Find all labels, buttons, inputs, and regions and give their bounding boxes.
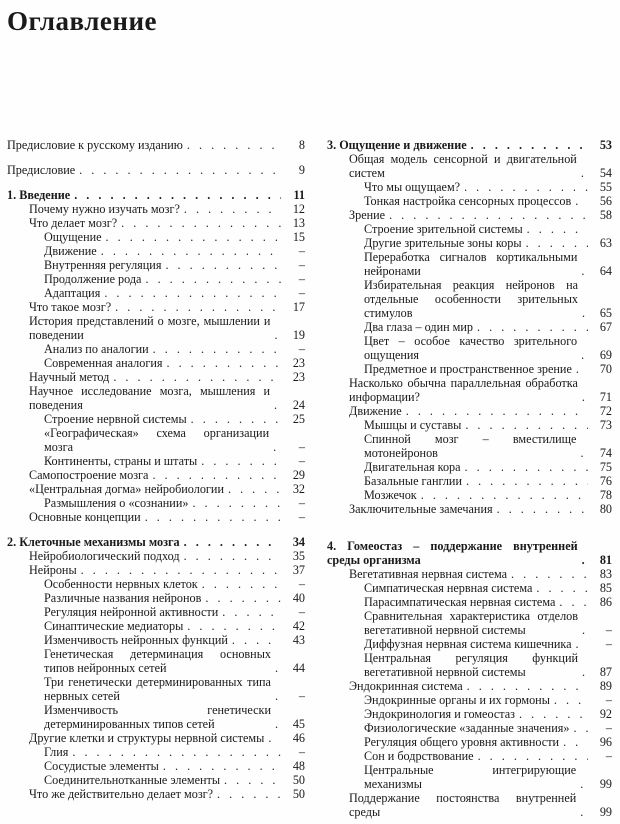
toc-page-number: 23 xyxy=(292,356,305,370)
toc-page-number: – xyxy=(298,496,305,510)
dot-leader xyxy=(109,370,281,384)
toc-entry-title: Предметное и пространственное зрение xyxy=(364,362,572,376)
toc-entry xyxy=(7,272,305,286)
dot-leader xyxy=(201,591,281,605)
toc-entry xyxy=(327,320,612,334)
toc-entry-title: Что мы ощущаем? xyxy=(364,180,461,194)
toc-page-number: 15 xyxy=(292,230,305,244)
toc-page-number: 35 xyxy=(292,549,305,563)
toc-entry xyxy=(7,230,305,244)
toc-entry xyxy=(327,679,612,693)
toc-entry xyxy=(7,216,305,230)
toc-page-number: – xyxy=(298,745,305,759)
toc-page-number: 58 xyxy=(599,208,612,222)
toc-page-number: 25 xyxy=(292,412,305,426)
toc-page-number: 34 xyxy=(292,535,305,549)
dot-leader xyxy=(578,553,588,567)
toc-page-number: – xyxy=(605,623,612,637)
dot-leader xyxy=(569,721,588,735)
dot-leader xyxy=(188,496,281,510)
toc-entry-title: Движение xyxy=(349,404,402,418)
dot-leader xyxy=(264,731,281,745)
toc-entry-title: Строение зрительной системы xyxy=(364,222,523,236)
toc-entry xyxy=(327,763,612,791)
toc-entry xyxy=(7,745,305,759)
dot-leader xyxy=(117,216,281,230)
toc-entry-title: «Центральная догма» нейробиологии xyxy=(29,482,224,496)
toc-entry-title: Эндокринная система xyxy=(349,679,463,693)
toc-page-number: 24 xyxy=(292,398,305,412)
toc-page-number: 76 xyxy=(599,474,612,488)
toc-entry-title: Современная аналогия xyxy=(44,356,163,370)
toc-entry xyxy=(327,749,612,763)
toc-page-number: 81 xyxy=(599,553,612,567)
dot-leader xyxy=(271,661,281,675)
toc-entry xyxy=(327,595,612,609)
dot-leader xyxy=(576,777,588,791)
toc-entry-title: Внутренняя регуляция xyxy=(44,258,162,272)
dot-leader xyxy=(213,787,281,801)
toc-entry-title: Синаптические медиаторы xyxy=(44,619,184,633)
toc-entry-title: Сравнительная характеристика отделов вегетативной нервной системы xyxy=(364,609,578,637)
dot-leader xyxy=(577,264,588,278)
toc-entry xyxy=(7,510,305,524)
toc-page-number: 99 xyxy=(599,805,612,819)
toc-entry-title: Другие клетки и структуры нервной системы xyxy=(29,731,265,745)
toc-entry xyxy=(327,721,612,735)
dot-leader xyxy=(180,549,281,563)
dot-leader xyxy=(559,735,588,749)
toc-entry xyxy=(327,693,612,707)
toc-entry-title: Основные концепции xyxy=(29,510,141,524)
toc-entry-title: Движение xyxy=(44,244,97,258)
toc-entry xyxy=(7,482,305,496)
toc-page-number: – xyxy=(298,454,305,468)
toc-entry xyxy=(327,236,612,250)
toc-page-number: 71 xyxy=(599,390,612,404)
toc-page-number: 86 xyxy=(599,595,612,609)
dot-leader xyxy=(578,306,588,320)
toc-entry-title: Избирательная реакция нейронов на отдельные особенности зрительных стимулов xyxy=(364,278,578,320)
dot-leader xyxy=(161,258,281,272)
toc-entry-title: Предисловие xyxy=(7,163,76,177)
toc-page-number: – xyxy=(298,272,305,286)
toc-entry-title: Два глаза – один мир xyxy=(364,320,474,334)
toc-entry xyxy=(7,342,305,356)
toc-page-number: 75 xyxy=(599,460,612,474)
toc-entry xyxy=(7,384,305,412)
toc-entry-title: Сон и бодрствование xyxy=(364,749,474,763)
toc-entry-title: «Географическая» схема организации мозга xyxy=(44,426,270,454)
toc-entry xyxy=(327,180,612,194)
toc-entry-title: Почему нужно изучать мозг? xyxy=(29,202,180,216)
toc-entry-title: Общая модель сенсорной и двигательной систем xyxy=(349,152,577,180)
dot-leader xyxy=(578,623,588,637)
toc-page-number: – xyxy=(298,286,305,300)
toc-page-number: 13 xyxy=(292,216,305,230)
toc-entry-title: Строение нервной системы xyxy=(44,412,187,426)
dot-leader xyxy=(218,605,281,619)
dot-leader xyxy=(578,665,588,679)
toc-entry xyxy=(7,314,305,342)
toc-entry-title: Центральные интегрирующие механизмы xyxy=(364,763,577,791)
dot-leader xyxy=(572,637,588,651)
toc-entry xyxy=(7,619,305,633)
toc-entry xyxy=(327,418,612,432)
toc-entry xyxy=(327,791,612,819)
toc-entry-title: Переработка сигналов кортикальными нейронами xyxy=(364,250,578,278)
toc-page-number: – xyxy=(605,693,612,707)
toc-entry xyxy=(327,250,612,278)
toc-entry-title: 4. Гомеостаз – поддержание внутренней среды организма xyxy=(327,539,578,567)
dot-leader xyxy=(77,563,281,577)
toc-page-number: – xyxy=(605,749,612,763)
toc-page-number: 64 xyxy=(599,264,612,278)
toc-entry xyxy=(7,577,305,591)
toc-entry xyxy=(327,222,612,236)
toc-entry-title: Что же действительно делает мозг? xyxy=(29,787,214,801)
dot-leader xyxy=(571,194,588,208)
toc-entry xyxy=(7,549,305,563)
toc-page-number: 69 xyxy=(599,348,612,362)
dot-leader xyxy=(385,208,588,222)
toc-entry-title: Центральная регуляция функций вегетативной нервной системы xyxy=(364,651,578,679)
toc-entry xyxy=(327,651,612,679)
toc-page-number: 70 xyxy=(599,362,612,376)
toc-chapter-entry xyxy=(7,535,305,549)
toc-column-right xyxy=(327,138,612,819)
toc-entry-title: Адаптация xyxy=(44,286,101,300)
toc-entry-title: Заключительные замечания xyxy=(349,502,493,516)
toc-entry xyxy=(7,300,305,314)
toc-page-number: 23 xyxy=(292,370,305,384)
toc-page-number: 50 xyxy=(292,787,305,801)
toc-page-number: 83 xyxy=(599,567,612,581)
toc-entry-title: 2. Клеточные механизмы мозга xyxy=(7,535,180,549)
toc-entry-title: Научное исследование мозга, мышления и поведения xyxy=(29,384,271,412)
dot-leader xyxy=(102,230,281,244)
toc-chapter-entry xyxy=(327,138,612,152)
toc-page-number: 12 xyxy=(292,202,305,216)
toc-entry xyxy=(327,581,612,595)
dot-leader xyxy=(148,468,281,482)
toc-entry xyxy=(7,244,305,258)
dot-leader xyxy=(550,693,588,707)
dot-leader xyxy=(576,446,588,460)
toc-page-number: – xyxy=(298,605,305,619)
toc-entry xyxy=(7,633,305,647)
toc-page-number: 78 xyxy=(599,488,612,502)
dot-leader xyxy=(473,320,588,334)
toc-entry xyxy=(7,138,305,152)
toc-entry-title: Регуляция общего уровня активности xyxy=(364,735,560,749)
toc-entry-title: История представлений о мозге, мышлении и поведении xyxy=(29,314,271,342)
toc-entry-title: Изменчивость генетически детерминированных типов сетей xyxy=(44,703,271,731)
toc-page-number: 45 xyxy=(292,717,305,731)
dot-leader xyxy=(97,244,281,258)
toc-entry xyxy=(327,404,612,418)
dot-leader xyxy=(270,398,281,412)
dot-leader xyxy=(224,482,281,496)
toc-entry xyxy=(7,591,305,605)
toc-entry-title: Особенности нервных клеток xyxy=(44,577,198,591)
dot-leader xyxy=(461,460,588,474)
toc-page-number: 73 xyxy=(599,418,612,432)
dot-leader xyxy=(555,595,588,609)
dot-leader xyxy=(180,535,281,549)
dot-leader xyxy=(183,138,281,152)
toc-entry xyxy=(327,567,612,581)
toc-entry-title: Три генетически детерминированных типа нервных сетей xyxy=(44,675,271,703)
toc-entry-title: Нейроны xyxy=(29,563,77,577)
dot-leader xyxy=(493,502,588,516)
dot-leader xyxy=(100,286,281,300)
toc-entry xyxy=(7,773,305,787)
dot-leader xyxy=(271,717,281,731)
dot-leader xyxy=(577,348,588,362)
dot-leader xyxy=(577,166,588,180)
toc-entry xyxy=(327,362,612,376)
toc-entry-title: Соединительнотканные элементы xyxy=(44,773,221,787)
toc-entry-title: Размышления о «сознании» xyxy=(44,496,189,510)
dot-leader xyxy=(197,454,281,468)
toc-entry xyxy=(7,787,305,801)
toc-entry xyxy=(327,460,612,474)
toc-entry-title: Научный метод xyxy=(29,370,110,384)
dot-leader xyxy=(572,362,588,376)
toc-entry-title: Другие зрительные зоны коры xyxy=(364,236,522,250)
toc-page-number: – xyxy=(298,258,305,272)
toc-column-left xyxy=(7,138,305,819)
toc-entry-title: Базальные ганглии xyxy=(364,474,462,488)
dot-leader xyxy=(523,222,588,236)
dot-leader xyxy=(141,510,281,524)
dot-leader xyxy=(159,759,281,773)
toc-page-number: 67 xyxy=(599,320,612,334)
toc-entry-title: Симпатическая нервная система xyxy=(364,581,533,595)
toc-page-number: 32 xyxy=(292,482,305,496)
dot-leader xyxy=(187,412,281,426)
toc-entry xyxy=(327,278,612,320)
toc-entry-title: Мышцы и суставы xyxy=(364,418,462,432)
toc-columns xyxy=(7,138,612,819)
toc-entry-title: 3. Ощущение и движение xyxy=(327,138,467,152)
dot-leader xyxy=(532,581,588,595)
toc-page-number: – xyxy=(298,510,305,524)
toc-entry xyxy=(327,334,612,362)
toc-entry xyxy=(327,637,612,651)
toc-entry xyxy=(7,647,305,675)
toc-entry xyxy=(7,675,305,703)
toc-entry-title: Физиологические «заданные значения» xyxy=(364,721,570,735)
toc-chapter-entry xyxy=(7,188,305,202)
toc-entry-title: Диффузная нервная система кишечника xyxy=(364,637,572,651)
toc-page-number: 29 xyxy=(292,468,305,482)
toc-entry xyxy=(327,707,612,721)
toc-entry xyxy=(327,735,612,749)
dot-leader xyxy=(270,328,281,342)
toc-page-number: 19 xyxy=(292,328,305,342)
toc-page-number: 9 xyxy=(298,163,305,177)
toc-page-number: 11 xyxy=(293,188,305,202)
toc-entry-title: Эндокринология и гомеостаз xyxy=(364,707,515,721)
toc-page-number: 48 xyxy=(292,759,305,773)
toc-page-number: – xyxy=(298,440,305,454)
page-title: Оглавление xyxy=(7,6,157,36)
toc-page-number: 80 xyxy=(599,502,612,516)
toc-entry xyxy=(327,609,612,637)
toc-page-number: 89 xyxy=(599,679,612,693)
toc-page-number: 17 xyxy=(292,300,305,314)
toc-page-number: 40 xyxy=(292,591,305,605)
toc-page-number: 56 xyxy=(599,194,612,208)
toc-page-number: – xyxy=(298,342,305,356)
dot-leader xyxy=(467,138,588,152)
dot-leader xyxy=(228,633,281,647)
toc-entry xyxy=(7,496,305,510)
dot-leader xyxy=(149,342,281,356)
toc-chapter-entry xyxy=(327,539,612,567)
dot-leader xyxy=(417,488,588,502)
toc-entry-title: Изменчивость нейронных функций xyxy=(44,633,228,647)
toc-page-number: 37 xyxy=(292,563,305,577)
toc-entry xyxy=(7,605,305,619)
toc-entry-title: 1. Введение xyxy=(7,188,71,202)
dot-leader xyxy=(75,163,281,177)
toc-entry-title: Регуляция нейронной активности xyxy=(44,605,219,619)
toc-entry xyxy=(327,208,612,222)
toc-entry-title: Спинной мозг – вместилище мотонейронов xyxy=(364,432,577,460)
toc-entry xyxy=(7,468,305,482)
toc-entry xyxy=(327,376,612,404)
toc-entry xyxy=(7,163,305,177)
dot-leader xyxy=(70,188,281,202)
toc-entry xyxy=(7,356,305,370)
toc-entry-title: Мозжечок xyxy=(364,488,417,502)
toc-page-number: 42 xyxy=(292,619,305,633)
toc-page-number: 74 xyxy=(599,446,612,460)
toc-entry-title: Различные названия нейронов xyxy=(44,591,202,605)
toc-entry xyxy=(7,703,305,731)
toc-entry-title: Нейробиологический подход xyxy=(29,549,180,563)
dot-leader xyxy=(183,619,281,633)
toc-entry xyxy=(327,502,612,516)
toc-entry-title: Зрение xyxy=(349,208,386,222)
toc-entry-title: Эндокринные органы и их гормоны xyxy=(364,693,550,707)
toc-entry-title: Вегетативная нервная система xyxy=(349,567,508,581)
toc-entry-title: Тонкая настройка сенсорных процессов xyxy=(364,194,572,208)
toc-entry xyxy=(7,563,305,577)
toc-page-number: 53 xyxy=(599,138,612,152)
dot-leader xyxy=(269,440,281,454)
toc-entry xyxy=(7,370,305,384)
toc-page-number: 87 xyxy=(599,665,612,679)
dot-leader xyxy=(460,180,588,194)
toc-entry xyxy=(327,488,612,502)
toc-entry-title: Цвет – особое качество зрительного ощущения xyxy=(364,334,578,362)
toc-entry xyxy=(7,412,305,426)
toc-entry-title: Анализ по аналогии xyxy=(44,342,149,356)
dot-leader xyxy=(402,404,588,418)
dot-leader xyxy=(576,805,588,819)
toc-entry xyxy=(7,426,305,454)
toc-entry xyxy=(7,731,305,745)
toc-page-number: 99 xyxy=(599,777,612,791)
toc-page-number: 96 xyxy=(599,735,612,749)
dot-leader xyxy=(461,418,588,432)
toc-page-number: 55 xyxy=(599,180,612,194)
dot-leader xyxy=(220,773,281,787)
dot-leader xyxy=(111,300,281,314)
toc-entry xyxy=(327,432,612,460)
dot-leader xyxy=(578,390,588,404)
dot-leader xyxy=(198,577,281,591)
dot-leader xyxy=(68,745,281,759)
dot-leader xyxy=(507,567,588,581)
toc-page-number: – xyxy=(605,637,612,651)
toc-entry xyxy=(327,152,612,180)
toc-page-number: 43 xyxy=(292,633,305,647)
toc-entry xyxy=(7,454,305,468)
toc-page-number: – xyxy=(298,577,305,591)
dot-leader xyxy=(515,707,588,721)
toc-page-number: 63 xyxy=(599,236,612,250)
toc-entry-title: Глия xyxy=(44,745,69,759)
toc-entry-title: Ощущение xyxy=(44,230,102,244)
toc-page-number: 65 xyxy=(599,306,612,320)
toc-entry-title: Сосудистые элементы xyxy=(44,759,159,773)
toc-page-number: 72 xyxy=(599,404,612,418)
toc-page-number: 54 xyxy=(599,166,612,180)
toc-entry-title: Генетическая детерминация основных типов нейронных сетей xyxy=(44,647,271,675)
dot-leader xyxy=(271,689,281,703)
toc-page-number: 8 xyxy=(298,138,305,152)
toc-entry xyxy=(7,258,305,272)
dot-leader xyxy=(462,474,588,488)
toc-page-number: 44 xyxy=(292,661,305,675)
dot-leader xyxy=(180,202,281,216)
toc-page-number: 50 xyxy=(292,773,305,787)
dot-leader xyxy=(463,679,588,693)
toc-page-number: 92 xyxy=(599,707,612,721)
toc-page-number: 85 xyxy=(599,581,612,595)
toc-entry-title: Насколько обычна параллельная обработка информации? xyxy=(349,376,578,404)
dot-leader xyxy=(162,356,281,370)
toc-entry-title: Предисловие к русскому изданию xyxy=(7,138,183,152)
toc-page-number: – xyxy=(298,244,305,258)
toc-entry-title: Парасимпатическая нервная система xyxy=(364,595,556,609)
toc-entry xyxy=(7,286,305,300)
toc-entry xyxy=(327,194,612,208)
toc-entry-title: Двигательная кора xyxy=(364,460,461,474)
toc-entry xyxy=(7,759,305,773)
toc-entry-title: Поддержание постоянства внутренней среды xyxy=(349,791,577,819)
dot-leader xyxy=(141,272,281,286)
toc-page-number: – xyxy=(298,689,305,703)
toc-entry-title: Что такое мозг? xyxy=(29,300,112,314)
toc-page-number: – xyxy=(605,721,612,735)
dot-leader xyxy=(522,236,588,250)
toc-entry-title: Продолжение рода xyxy=(44,272,142,286)
toc-page-number: 46 xyxy=(292,731,305,745)
toc-entry-title: Континенты, страны и штаты xyxy=(44,454,198,468)
toc-entry xyxy=(327,474,612,488)
toc-entry-title: Самопостроение мозга xyxy=(29,468,149,482)
toc-entry-title: Что делает мозг? xyxy=(29,216,118,230)
dot-leader xyxy=(474,749,588,763)
toc-entry xyxy=(7,202,305,216)
